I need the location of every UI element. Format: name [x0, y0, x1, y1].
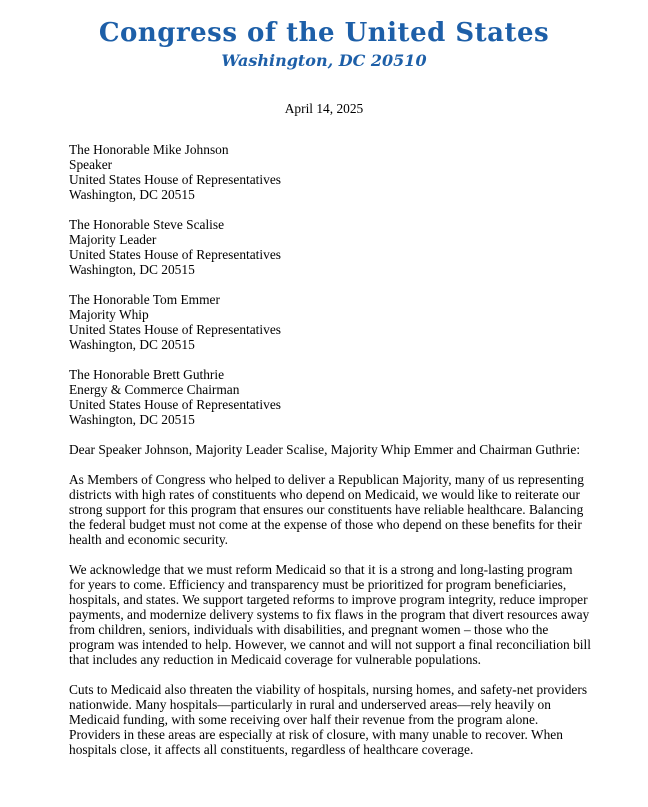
addressee-line: United States House of Representatives: [69, 247, 281, 263]
letterhead-subtitle: Washington, DC 20510: [221, 51, 427, 70]
paragraph-line: As Members of Congress who helped to deliver a Republican Majority, many of us representing: [69, 471, 584, 487]
addressee-block: [69, 292, 589, 352]
addressee-block: [69, 367, 589, 427]
letter-body: [69, 142, 589, 772]
letterhead-title: Congress of the United States: [98, 18, 550, 48]
paragraph-line: districts with high rates of constituents who depend on Medicaid, we would like to reiterate our: [69, 486, 580, 502]
addressee-line: Majority Whip: [69, 307, 149, 323]
paragraph-line: program was intended to help. However, we cannot and will not support a final reconciliation bill: [69, 637, 591, 653]
body-paragraph: [69, 472, 589, 547]
body-paragraphs: [69, 472, 589, 758]
addressee-line: Washington, DC 20515: [69, 262, 195, 278]
addressee-line: Energy & Commerce Chairman: [69, 382, 240, 397]
paragraph-line: strong support for this program that ensures our constituents have reliable healthcare. Balancing: [69, 501, 584, 517]
addressee-block: [69, 217, 589, 277]
paragraph-line: for years to come. Efficiency and transparency must be prioritized for program beneficiaries,: [69, 576, 567, 592]
paragraph-line: payments, and modernize delivery systems to fix flaws in the program that divert resources away: [69, 606, 590, 622]
paragraph-line: We acknowledge that we must reform Medicaid so that it is a strong and long-lasting program: [69, 561, 573, 577]
paragraph-line: nationwide. Many hospitals—particularly in rural and underserved areas—rely heavily on: [69, 696, 551, 712]
paragraph-line: health and economic security.: [69, 531, 229, 547]
letterhead: [0, 18, 648, 72]
addressee-line: United States House of Representatives: [69, 322, 281, 338]
addressee-name: The Honorable Tom Emmer: [69, 291, 220, 307]
addressee-line: Speaker: [69, 157, 113, 173]
letter-date: April 14, 2025: [284, 101, 364, 116]
paragraph-line: Cuts to Medicaid also threaten the viability of hospitals, nursing homes, and safety-net providers: [69, 681, 588, 697]
paragraph-line: Medicaid funding, with some receiving over half their revenue from the program alone.: [69, 712, 539, 728]
paragraph-line: Providers in these areas are especially at risk of closure, with many unable to recover. When: [69, 727, 563, 743]
addressee-block: [69, 142, 589, 202]
paragraph-line: the federal budget must not come at the expense of those who depend on these benefits for their: [69, 516, 582, 532]
body-paragraph: [69, 682, 589, 757]
addressee-line: Washington, DC 20515: [69, 187, 195, 203]
paragraph-line: hospitals close, it affects all constituents, regardless of healthcare coverage.: [69, 742, 474, 758]
addressee-name: The Honorable Steve Scalise: [69, 216, 225, 232]
addressee-name: The Honorable Mike Johnson: [69, 142, 229, 157]
addressee-name: The Honorable Brett Guthrie: [69, 366, 225, 382]
salutation: Dear Speaker Johnson, Majority Leader Scalise, Majority Whip Emmer and Chairman Guthrie:: [69, 441, 581, 457]
body-paragraph: [69, 562, 589, 668]
addressee-list: [69, 142, 589, 427]
addressee-line: United States House of Representatives: [69, 397, 281, 413]
paragraph-line: hospitals, and states. We support targeted reforms to improve program integrity, reduce improper: [69, 591, 588, 607]
addressee-line: Washington, DC 20515: [69, 337, 195, 353]
addressee-line: Majority Leader: [69, 232, 157, 248]
paragraph-line: from children, seniors, individuals with disabilities, and pregnant women – those who the: [69, 622, 549, 637]
addressee-line: Washington, DC 20515: [69, 412, 195, 428]
paragraph-line: that includes any reduction in Medicaid coverage for vulnerable populations.: [69, 652, 481, 668]
addressee-line: United States House of Representatives: [69, 172, 281, 188]
